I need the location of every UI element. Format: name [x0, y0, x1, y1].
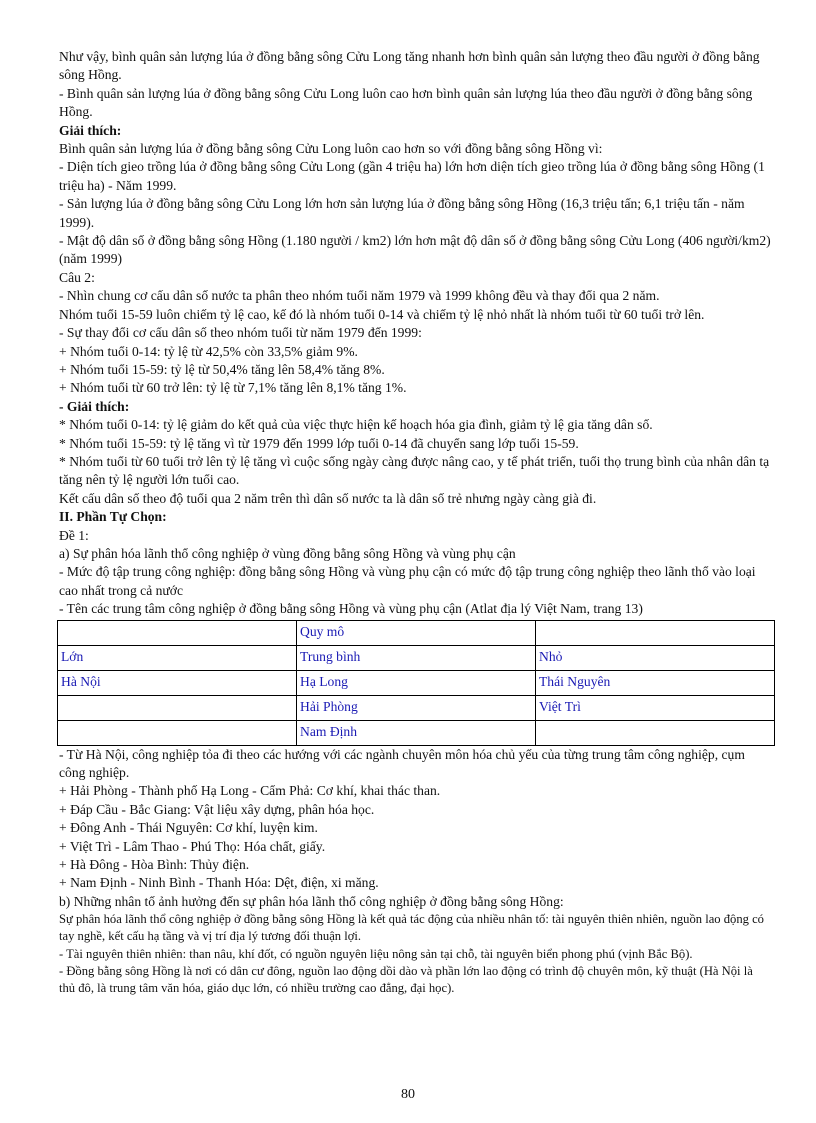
- paragraph: * Nhóm tuổi 0-14: tỷ lệ giảm do kết quả của việc thực hiện kế hoạch hóa gia đình, giảm tỷ lệ gia tăng dân số.: [59, 417, 653, 433]
- paragraph: + Nhóm tuổi 0-14: tỷ lệ từ 42,5% còn 33,5% giảm 9%.: [59, 343, 358, 359]
- table-cell: Hạ Long: [297, 670, 536, 695]
- paragraph: + Hà Đông - Hòa Bình: Thủy điện.: [59, 857, 250, 873]
- section-heading: Giải thích:: [59, 122, 122, 138]
- paragraph: - Sự thay đổi cơ cấu dân số theo nhóm tuổi từ năm 1979 đến 1999:: [59, 325, 422, 341]
- table-cell: Thái Nguyên: [536, 670, 775, 695]
- page-number: 80: [401, 1087, 415, 1102]
- table-cell: Nam Định: [297, 720, 536, 745]
- table-cell: [58, 720, 297, 745]
- table-cell: Trung bình: [297, 645, 536, 670]
- paragraph: Như vậy, bình quân sản lượng lúa ở đồng bằng sông Cửu Long tăng nhanh hơn bình quân sản lượng theo đầu người ở đồng bằng sông Hồng.: [59, 49, 760, 83]
- paragraph: - Đồng bằng sông Hồng là nơi có dân cư đông, nguồn lao động dồi dào và phần lớn lao động có trình độ chuyên môn, kỹ thuật (Hà Nội là thủ đô, là trung tâm văn hóa, giáo dục lớn, có nhiều trường cao đẳng, đại học).: [59, 963, 753, 996]
- table-row: [58, 645, 775, 670]
- paragraph: Đề 1:: [59, 527, 89, 543]
- table-row: [58, 695, 775, 720]
- table-cell: [536, 620, 775, 645]
- paragraph: - Nhìn chung cơ cấu dân số nước ta phân theo nhóm tuổi năm 1979 và 1999 không đều và thay đổi qua 2 năm.: [59, 288, 660, 304]
- section-heading: II. Phần Tự Chọn:: [59, 509, 167, 525]
- paragraph: - Bình quân sản lượng lúa ở đồng bằng sông Cửu Long luôn cao hơn bình quân sản lượng lúa theo đầu người ở đồng bằng sông Hồng.: [59, 85, 753, 120]
- table-row: [58, 620, 775, 645]
- document-page: [59, 48, 771, 997]
- paragraph: - Diện tích gieo trồng lúa ở đồng bằng sông Cửu Long (gần 4 triệu ha) lớn hơn diện tích gieo trồng lúa ở đồng bằng sông Hồng (1 triệu ha) - Năm 1999.: [59, 159, 765, 193]
- paragraph: - Từ Hà Nội, công nghiệp tỏa đi theo các hướng với các ngành chuyên môn hóa chủ yếu của từng trung tâm công nghiệp, cụm công nghiệp.: [59, 746, 745, 780]
- table-cell: [58, 695, 297, 720]
- paragraph: + Đông Anh - Thái Nguyên: Cơ khí, luyện kim.: [59, 820, 318, 836]
- table-cell: Nhỏ: [536, 645, 775, 670]
- paragraph: b) Những nhân tố ảnh hưởng đến sự phân hóa lãnh thổ công nghiệp ở đồng bằng sông Hồng:: [59, 893, 564, 909]
- paragraph: Sự phân hóa lãnh thổ công nghiệp ở đồng bằng sông Hồng là kết quả tác động của nhiều nhân tố: tài nguyên thiên nhiên, nguồn lao động có tay nghề, kết cấu hạ tầng và vị trí địa lý tương đối thuận lợi.: [59, 912, 764, 944]
- paragraph: a) Sự phân hóa lãnh thổ công nghiệp ở vùng đồng bằng sông Hồng và vùng phụ cận: [59, 545, 516, 561]
- paragraph: Kết cấu dân số theo độ tuổi qua 2 năm trên thì dân số nước ta là dân số trẻ nhưng ngày càng già đi.: [59, 490, 597, 506]
- paragraph: - Tên các trung tâm công nghiệp ở đồng bằng sông Hồng và vùng phụ cận (Atlat địa lý Việt Nam, trang 13): [59, 601, 643, 617]
- paragraph: - Tài nguyên thiên nhiên: than nâu, khí đốt, có nguồn nguyên liệu nông sản tại chỗ, tài nguyên biển phong phú (vịnh Bắc Bộ).: [59, 946, 693, 961]
- paragraph: - Mật độ dân số ở đồng bằng sông Hồng (1.180 người / km2) lớn hơn mật độ dân số ở đồng bằng sông Cửu Long (406 người/km2) (năm 1999): [59, 233, 771, 267]
- paragraph: + Việt Trì - Lâm Thao - Phú Thọ: Hóa chất, giấy.: [59, 838, 326, 854]
- paragraph: * Nhóm tuổi từ 60 tuổi trở lên tỷ lệ tăng vì cuộc sống ngày càng được nâng cao, y tế phát triển, tuổi thọ trung bình của nhân dân tạ tăng nên tỷ lệ người lớn tuổi cao.: [59, 453, 770, 488]
- table-row: [58, 670, 775, 695]
- paragraph: - Sản lượng lúa ở đồng bằng sông Cửu Long lớn hơn sản lượng lúa ở đồng bằng sông Hồng (16,3 triệu tấn; 6,1 triệu tấn - năm 1999).: [59, 196, 745, 230]
- table-cell: [536, 720, 775, 745]
- paragraph: + Hải Phòng - Thành phố Hạ Long - Cẩm Phả: Cơ khí, khai thác than.: [59, 783, 441, 799]
- table-cell: Quy mô: [297, 620, 536, 645]
- table-cell: Hà Nội: [58, 670, 297, 695]
- section-heading: - Giải thích:: [59, 398, 130, 414]
- table-cell: [58, 620, 297, 645]
- table-cell: Lớn: [58, 645, 297, 670]
- paragraph: * Nhóm tuổi 15-59: tỷ lệ tăng vì từ 1979 đến 1999 lớp tuổi 0-14 đã chuyển sang lớp tuổi 15-59.: [59, 435, 579, 451]
- paragraph: + Nhóm tuổi 15-59: tỷ lệ từ 50,4% tăng lên 58,4% tăng 8%.: [59, 361, 385, 377]
- table-row: [58, 720, 775, 745]
- paragraph: Nhóm tuổi 15-59 luôn chiếm tỷ lệ cao, kế đó là nhóm tuổi 0-14 và chiếm tỷ lệ nhỏ nhất là nhóm tuổi từ 60 tuổi trở lên.: [59, 306, 705, 322]
- paragraph: Bình quân sản lượng lúa ở đồng bằng sông Cửu Long luôn cao hơn so với đồng bằng sông Hồng vì:: [59, 141, 603, 157]
- paragraph: + Nam Định - Ninh Bình - Thanh Hóa: Dệt, điện, xi măng.: [59, 875, 379, 891]
- paragraph: + Nhóm tuổi từ 60 trở lên: tỷ lệ từ 7,1% tăng lên 8,1% tăng 1%.: [59, 380, 407, 396]
- paragraph: - Mức độ tập trung công nghiệp: đồng bằng sông Hồng và vùng phụ cận có mức độ tập trung công nghiệp theo lãnh thổ vào loại cao nhất trong cả nước: [59, 564, 756, 598]
- table-cell: Hải Phòng: [297, 695, 536, 720]
- paragraph: Câu 2:: [59, 269, 95, 285]
- table-cell: Việt Trì: [536, 695, 775, 720]
- industrial-centers-table: [57, 620, 775, 746]
- paragraph: + Đáp Cầu - Bắc Giang: Vật liệu xây dựng, phân hóa học.: [59, 801, 375, 817]
